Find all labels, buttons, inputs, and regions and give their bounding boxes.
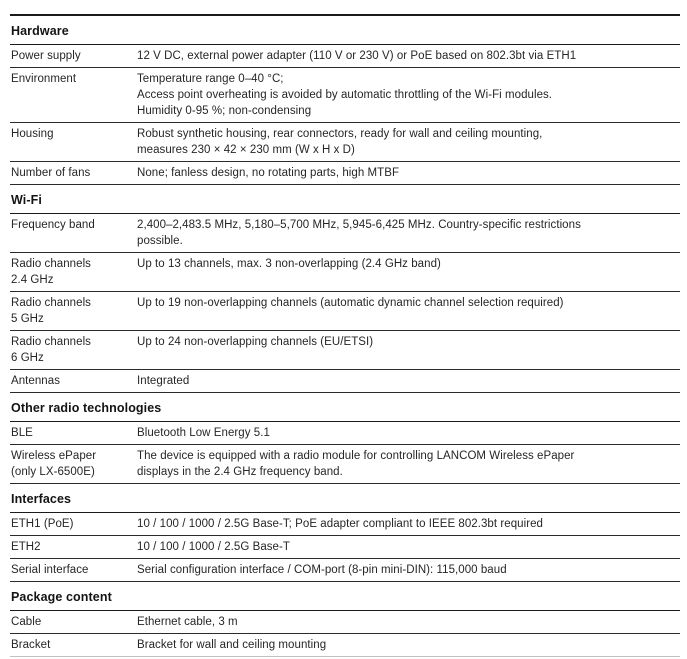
spec-label-line: Radio channels [11,297,91,309]
spec-label-line: Frequency band [11,219,95,231]
spec-value [137,614,680,630]
spec-value [137,71,680,119]
spec-value-line: measures 230 × 42 × 230 mm (W x H x D) [137,144,355,156]
spec-value-line: The device is equipped with a radio module for controlling LANCOM Wireless ePaper [137,450,575,462]
spec-label-line: ETH2 [11,541,41,553]
spec-label [11,165,137,181]
section-heading-package-content: Package content [10,582,680,611]
spec-value [137,637,680,653]
spec-value [137,539,680,555]
spec-label [11,539,137,555]
spec-label-line: Radio channels [11,258,91,270]
spec-label [11,425,137,441]
spec-label [11,448,137,480]
spec-row-eth1-poe [10,513,680,536]
spec-row-power-supply [10,45,680,68]
spec-value-line: Integrated [137,375,190,387]
spec-value [137,217,680,249]
spec-value-line: Bluetooth Low Energy 5.1 [137,427,270,439]
spec-value-line: Bracket for wall and ceiling mounting [137,639,327,651]
spec-value-line: Access point overheating is avoided by automatic throttling of the Wi-Fi modules. [137,89,553,101]
spec-label [11,373,137,389]
spec-value-line: Ethernet cable, 3 m [137,616,238,628]
spec-section-other-radio-technologies [10,393,680,484]
spec-label [11,295,137,327]
spec-label-line: 2.4 GHz [11,274,54,286]
spec-row-serial-interface [10,559,680,582]
spec-label-line: Serial interface [11,564,89,576]
spec-value-line: Up to 19 non-overlapping channels (automatic dynamic channel selection required) [137,297,564,309]
spec-value [137,562,680,578]
spec-value-line: 12 V DC, external power adapter (110 V or 230 V) or PoE based on 802.3bt via ETH1 [137,50,577,62]
spec-section-hardware [10,16,680,185]
spec-label-line: Environment [11,73,77,85]
spec-row-frequency-band [10,214,680,253]
spec-label-line: Power supply [11,50,81,62]
spec-label-line: 5 GHz [11,313,44,325]
spec-label-line: Bracket [11,639,51,651]
spec-label-line: Wireless ePaper [11,450,97,462]
spec-row-wireless-epaper [10,445,680,484]
section-heading-interfaces: Interfaces [10,484,680,513]
section-heading-hardware: Hardware [10,16,680,45]
spec-value-line: 10 / 100 / 1000 / 2.5G Base-T [137,541,290,553]
spec-label-line: ETH1 (PoE) [11,518,74,530]
spec-value [137,334,680,350]
spec-value [137,165,680,181]
spec-label-line: 6 GHz [11,352,44,364]
spec-value-line: Humidity 0-95 %; non-condensing [137,105,312,117]
spec-label-line: BLE [11,427,33,439]
spec-value [137,126,680,158]
spec-label-line: Radio channels [11,336,91,348]
spec-value-line: possible. [137,235,183,247]
spec-row-number-of-fans [10,162,680,185]
spec-row-bracket [10,634,680,657]
spec-label [11,71,137,87]
spec-label [11,637,137,653]
section-heading-other-radio-technologies: Other radio technologies [10,393,680,422]
spec-row-eth2 [10,536,680,559]
spec-value-line: 2,400–2,483.5 MHz, 5,180–5,700 MHz, 5,945-6,425 MHz. Country-specific restrictions [137,219,581,231]
spec-section-wi-fi [10,185,680,393]
spec-label [11,334,137,366]
spec-label [11,562,137,578]
spec-section-interfaces [10,484,680,582]
spec-value-line: Robust synthetic housing, rear connectors, ready for wall and ceiling mounting, [137,128,543,140]
spec-label-line: Number of fans [11,167,91,179]
spec-section-package-content [10,582,680,657]
spec-row-radio-channels [10,331,680,370]
spec-row-cable [10,611,680,634]
spec-value [137,425,680,441]
spec-value-line: displays in the 2.4 GHz frequency band. [137,466,343,478]
spec-label-line: Antennas [11,375,60,387]
spec-label [11,614,137,630]
spec-label [11,217,137,233]
spec-value [137,516,680,532]
spec-label [11,256,137,288]
spec-value-line: None; fanless design, no rotating parts, high MTBF [137,167,400,179]
section-heading-wi-fi: Wi-Fi [10,185,680,214]
spec-label-line: (only LX-6500E) [11,466,95,478]
spec-table [10,14,680,657]
spec-value [137,448,680,480]
spec-row-radio-channels [10,253,680,292]
spec-value-line: Serial configuration interface / COM-port (8-pin mini-DIN): 115,000 baud [137,564,507,576]
spec-value [137,48,680,64]
spec-row-radio-channels [10,292,680,331]
spec-row-housing [10,123,680,162]
spec-value [137,373,680,389]
spec-row-ble [10,422,680,445]
spec-label [11,48,137,64]
spec-label [11,516,137,532]
spec-value-line: 10 / 100 / 1000 / 2.5G Base-T; PoE adapter compliant to IEEE 802.3bt required [137,518,543,530]
spec-value [137,256,680,272]
spec-value-line: Up to 13 channels, max. 3 non-overlapping (2.4 GHz band) [137,258,441,270]
spec-value-line: Temperature range 0–40 °C; [137,73,284,85]
spec-label-line: Housing [11,128,54,140]
spec-value [137,295,680,311]
spec-label [11,126,137,142]
spec-label-line: Cable [11,616,42,628]
spec-row-antennas [10,370,680,393]
spec-row-environment [10,68,680,123]
spec-value-line: Up to 24 non-overlapping channels (EU/ETSI) [137,336,374,348]
